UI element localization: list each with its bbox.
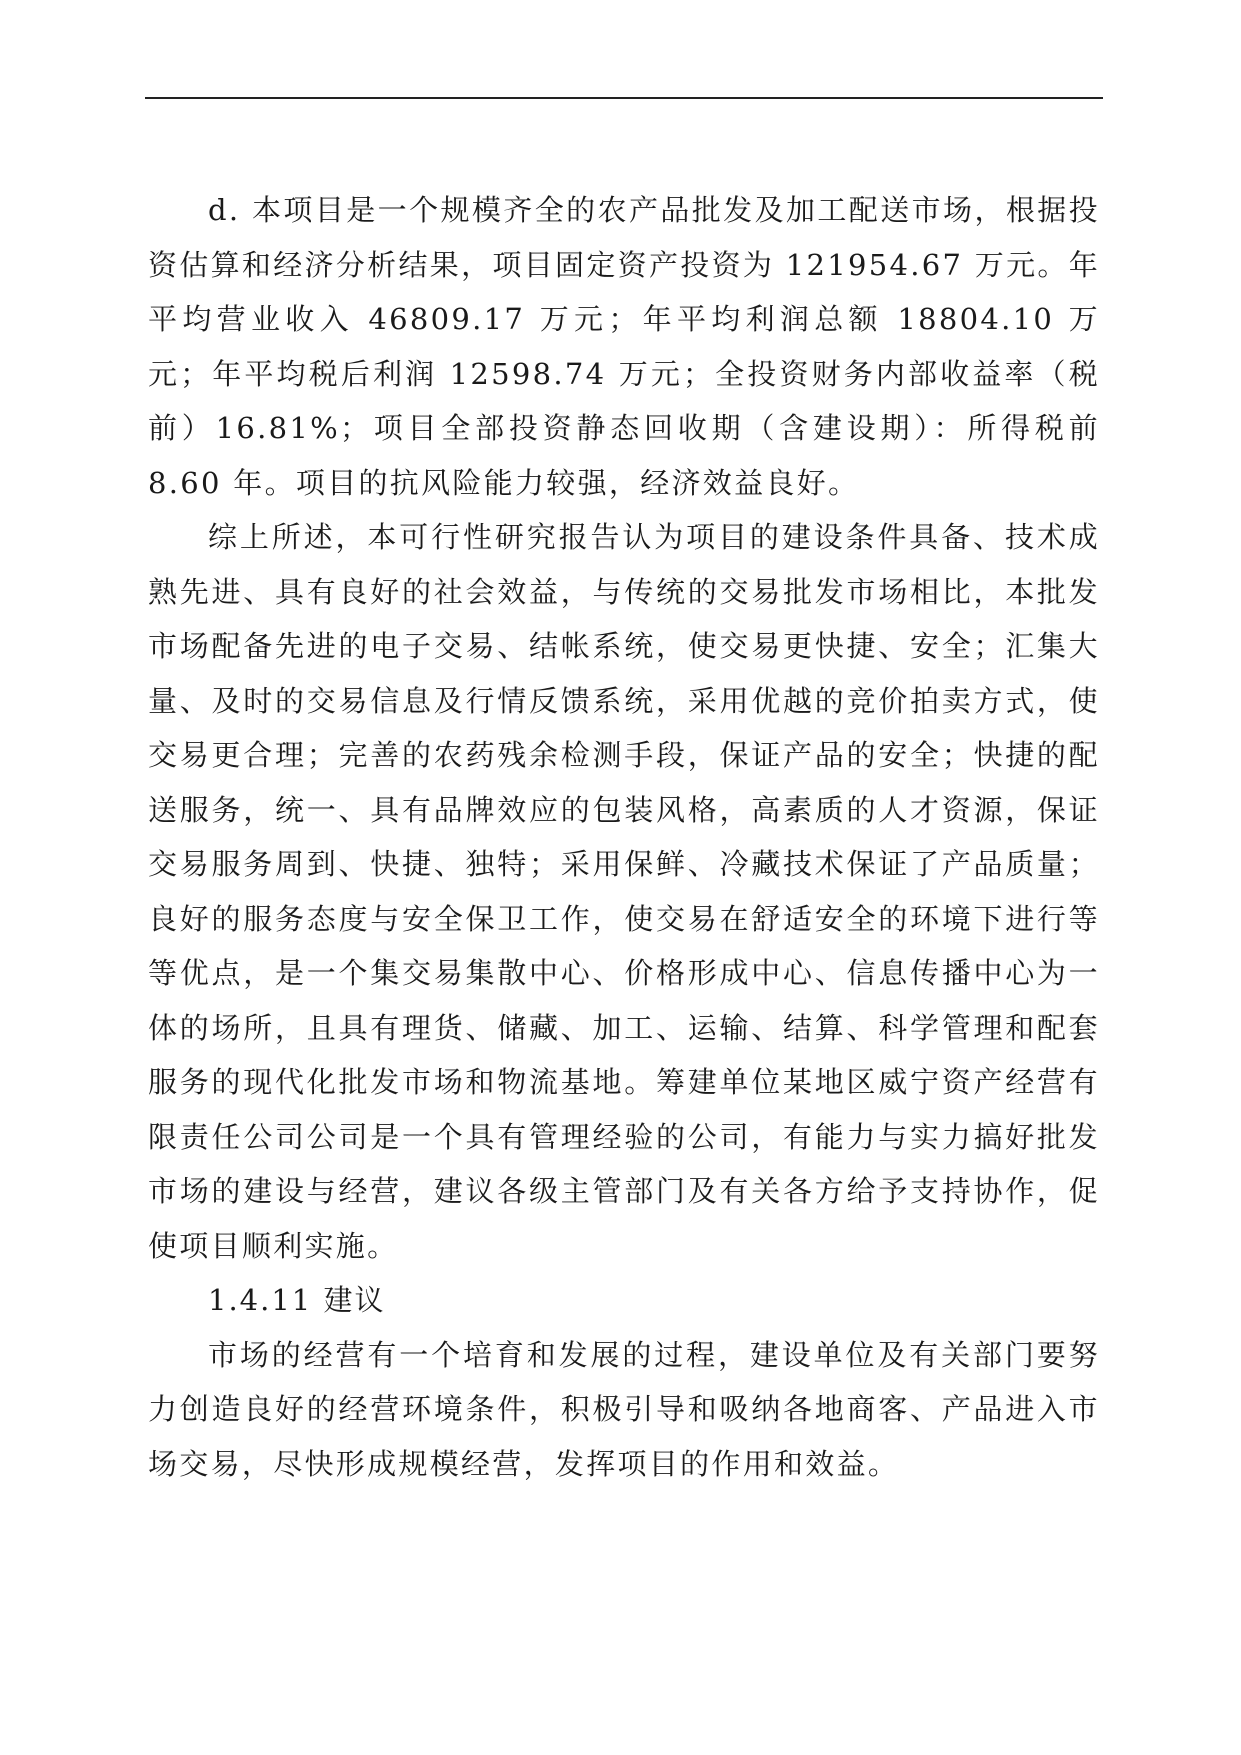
document-body [148,183,1100,1491]
paragraph-recommendation: 市场的经营有一个培育和发展的过程，建设单位及有关部门要努力创造良好的经营环境条件，积极引导和吸纳各地商客、产品进入市场交易，尽快形成规模经营，发挥项目的作用和效益。 [148,1337,1100,1481]
section-heading: 1.4.11 建议 [208,1283,386,1317]
paragraph-conclusion: 综上所述，本可行性研究报告认为项目的建设条件具备、技术成熟先进、具有良好的社会效益，与传统的交易批发市场相比，本批发市场配备先进的电子交易、结帐系统，使交易更快捷、安全；汇集大量、及时的交易信息及行情反馈系统，采用优越的竞价拍卖方式，使交易更合理；完善的农药残余检测手段，保证产品的安全；快捷的配送服务，统一、具有品牌效应的包装风格，高素质的人才资源，保证交易服务周到、快捷、独特；采用保鲜、冷藏技术保证了产品质量；良好的服务态度与安全保卫工作，使交易在舒适安全的环境下进行等等优点，是一个集交易集散中心、价格形成中心、信息传播中心为一体的场所，且具有理货、储藏、加工、运输、结算、科学管理和配套服务的现代化批发市场和物流基地。筹建单位某地区威宁资产经营有限责任公司公司是一个具有管理经验的公司，有能力与实力搞好批发市场的建设与经营，建议各级主管部门及有关各方给予支持协作，促使项目顺利实施。 [148,520,1100,1263]
header-rule [145,97,1103,99]
paragraph-financial-summary: d. 本项目是一个规模齐全的农产品批发及加工配送市场，根据投资估算和经济分析结果，项目固定资产投资为 121954.67 万元。年平均营业收入 46809.17 万元；年平均利润总额 18804.10 万元；年平均税后利润 12598.74 万元；全投资财务内部收益率（税前）16.81%；项目全部投资静态回收期（含建设期）：所得税前 8.60 年。项目的抗风险能力较强，经济效益良好。 [148,193,1100,500]
